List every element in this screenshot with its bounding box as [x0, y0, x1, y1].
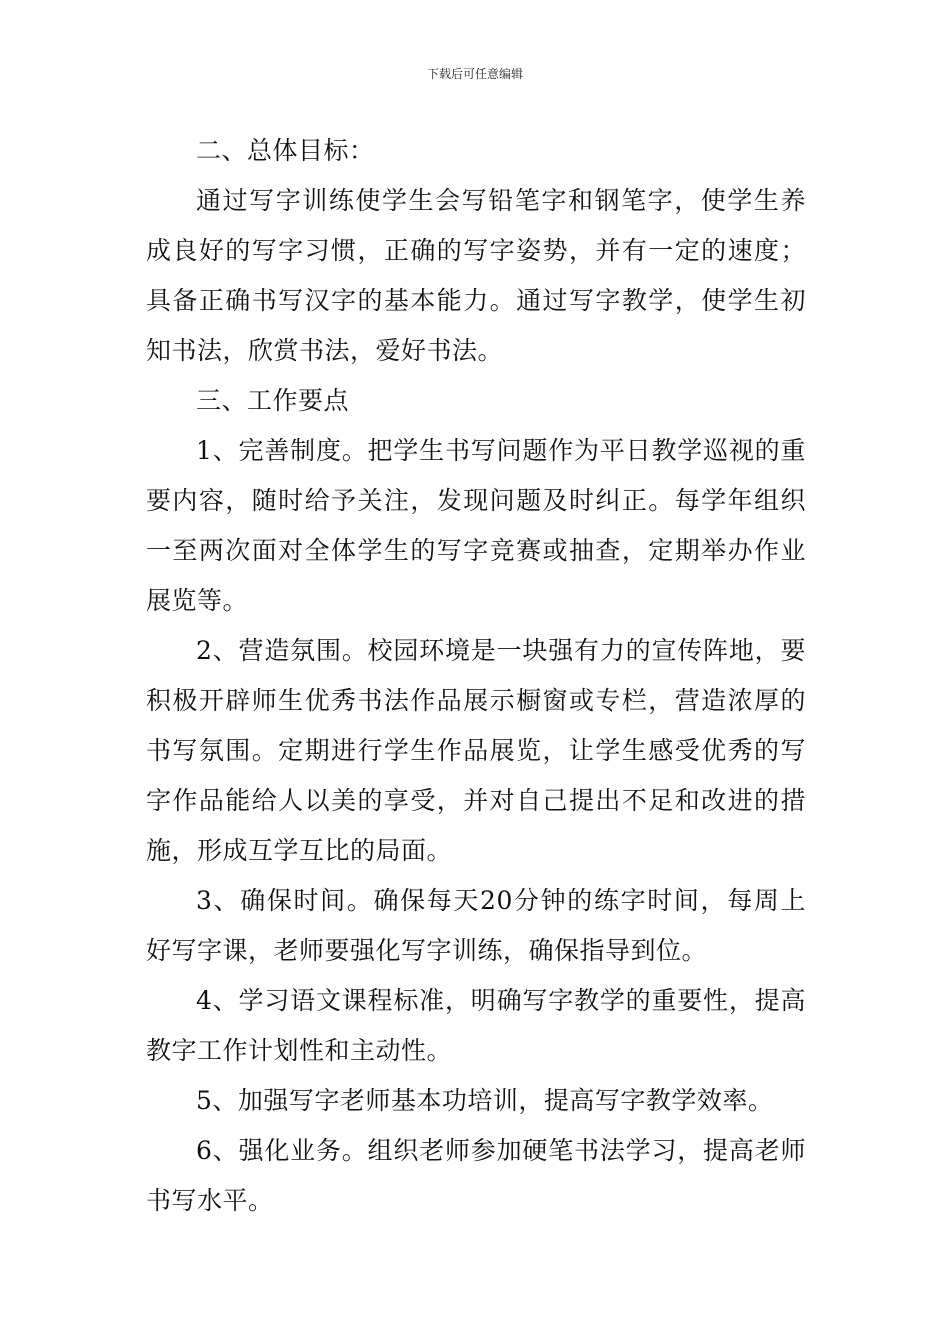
section-heading-overall-goals: 二、总体目标： — [196, 136, 375, 165]
document-body — [146, 126, 806, 1226]
paragraph-point-3: 3、确保时间。确保每天20分钟的练字时间，每周上好写字课，老师要强化写字训练，确保指导到位。 — [146, 886, 806, 965]
paragraph-point-1: 1、完善制度。把学生书写问题作为平日教学巡视的重要内容，随时给予关注，发现问题及时纠正。每学年组织一至两次面对全体学生的写字竞赛或抽查，定期举办作业展览等。 — [146, 436, 806, 615]
paragraph-goals-description: 通过写字训练使学生会写铅笔字和钢笔字，使学生养成良好的写字习惯，正确的写字姿势，并有一定的速度；具备正确书写汉字的基本能力。通过写字教学，使学生初知书法，欣赏书法，爱好书法。 — [146, 186, 806, 365]
paragraph-point-6: 6、强化业务。组织老师参加硬笔书法学习，提高老师书写水平。 — [146, 1136, 806, 1215]
paragraph-point-2: 2、营造氛围。校园环境是一块强有力的宣传阵地，要积极开辟师生优秀书法作品展示橱窗或专栏，营造浓厚的书写氛围。定期进行学生作品展览，让学生感受优秀的写字作品能给人以美的享受，并对自己提出不足和改进的措施，形成互学互比的局面。 — [146, 636, 806, 865]
page-header: 下载后可任意编辑 — [426, 67, 523, 81]
paragraph-point-5: 5、加强写字老师基本功培训，提高写字教学效率。 — [196, 1086, 774, 1115]
paragraph-point-4: 4、学习语文课程标准，明确写字教学的重要性，提高教字工作计划性和主动性。 — [146, 986, 806, 1065]
section-heading-work-points: 三、工作要点 — [196, 386, 350, 415]
